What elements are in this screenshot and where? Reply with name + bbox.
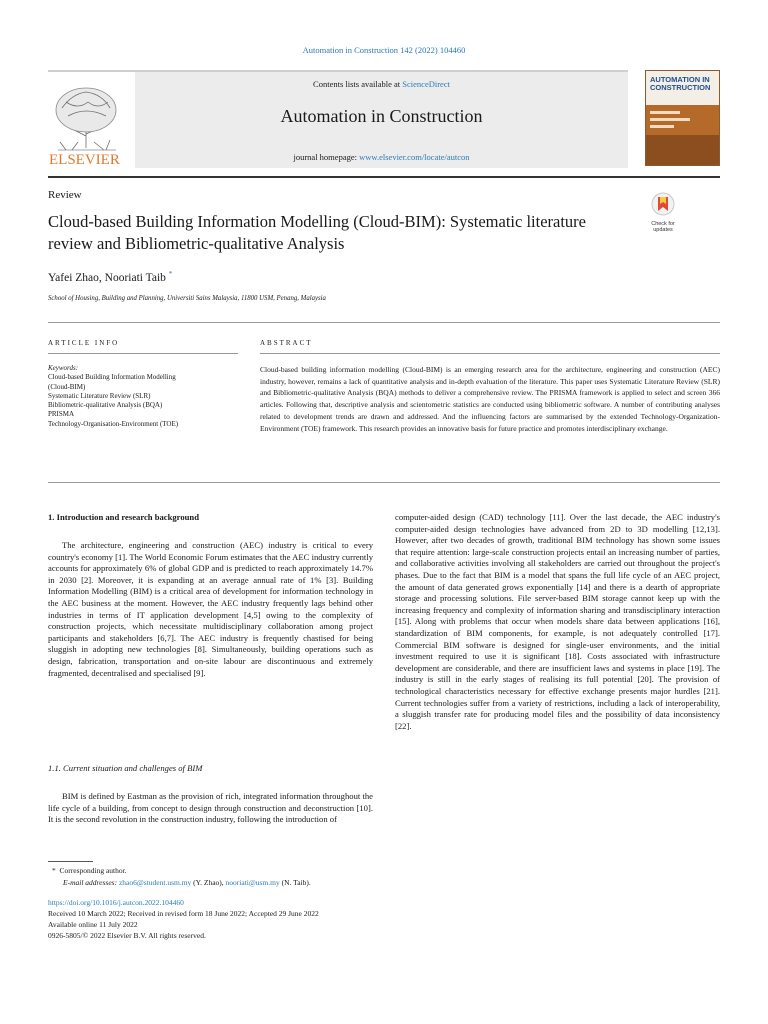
article-info-heading: ARTICLE INFO [48, 339, 120, 347]
journal-cover-thumbnail[interactable] [645, 70, 720, 166]
section-1-1-paragraph: BIM is defined by Eastman as the provision of rich, integrated information throughout the life cycle of a building, from concept to design through construction and deconstruction [10]. It is the second revolution in the construction industry, following the introduction of [48, 791, 373, 825]
keywords-block [48, 364, 248, 429]
article-type: Review [48, 189, 82, 201]
received-dates: Received 10 March 2022; Received in revised form 18 June 2022; Accepted 29 June 2022 [48, 909, 319, 918]
abstract-text: Cloud-based building information modelling (Cloud-BIM) is an emerging research area for the architecture, engineering and construction (AEC) industry, however, remains a lack of quantitative analysis and in-depth evaluation of the literature. This paper uses Systematic Literature Review (SLR) and Bibliometric-qualitative Analysis (BQA) methods to deliver a comprehensive review. The PRISMA framework is applied to select and screen 366 articles. Following that, descriptive analysis and scientometric statistics are conducted using bibliometric software. A number of contributing analyses related to development trends are drawn and addressed. And the influencing factors are summarised by the extended Technology-Organization-Environment (TOE) framework. This research provides an innovative basis for future practice and promotes interdisciplinary exchange. [260, 365, 720, 433]
right-column-paragraph: computer-aided design (CAD) technology [11]. Over the last decade, the AEC industry's computer-aided design technologies have advanced from 2D to 3D modelling [12,13]. However, after two decades of growth, traditional BIM technology has shown some issues that require attention: large-scale construction projects entail an increasing number of parties, and collaborative activities involving all stakeholders are carried out throughout the project's phases. Due to the fact that BIM is a model that spans the full life cycle of an AEC project, the amount of data generated grows exponentially [14] and there is a dearth of appropriate storage and processing solutions. File server-based BIM storage cannot keep up with the increasing frequency and complexity of information sharing and transdisciplinary interaction [15]. Along with problems that occur when models share data between applications [16], standardization of BIM components, for example, is not adequately controlled [17]. Commercial BIM software is designed for single-user environments, and the initial investment required to use it is significant [18]. Costs associated with infrastructure development are considerable, and there are insufficient laws and systems in place [19]. The industry is still in the early stages of realising its full potential [20]. The provision of technological characteristics necessary for effective exchange presents major hurdles [21]. Current technologies suffer from a variety of restrictions, including a lack of interoperability, a sluggish transfer rate for producing model files and the possibility of data inconsistency [22]. [395, 512, 720, 731]
journal-citation-link[interactable]: Automation in Construction 142 (2022) 104460 [302, 45, 466, 55]
article-info-rule [48, 353, 238, 354]
header-bottom-rule [48, 176, 720, 178]
keyword-item: Systematic Literature Review (SLR) [48, 391, 151, 400]
email-link-taib[interactable]: nooriati@usm.my [225, 878, 280, 887]
contents-line: Contents lists available at ScienceDirect [313, 79, 450, 89]
section-1-heading: 1. Introduction and research background [48, 512, 199, 522]
copyright-line: 0926-5805/© 2022 Elsevier B.V. All rights reserved. [48, 931, 206, 940]
badge-label: Check for updates [651, 221, 675, 233]
cover-title: AUTOMATION IN CONSTRUCTION [650, 75, 711, 92]
keyword-item: Bibliometric-qualitative Analysis (BQA) [48, 401, 163, 410]
doi-link[interactable]: https://doi.org/10.1016/j.autcon.2022.104460 [48, 898, 184, 907]
corresponding-author-mark[interactable]: * [168, 270, 173, 278]
elsevier-wordmark: ELSEVIER [49, 152, 120, 166]
sciencedirect-link[interactable]: ScienceDirect [402, 79, 450, 89]
section-1-1-heading: 1.1. Current situation and challenges of BIM [48, 763, 203, 773]
abstract-rule [260, 353, 720, 354]
journal-homepage-link[interactable]: www.elsevier.com/locate/autcon [359, 152, 470, 162]
email-footnote: E-mail addresses: zhao6@student.usm.my (Y. Zhao), nooriati@usm.my (N. Taib). [63, 878, 311, 887]
abstract-heading: ABSTRACT [260, 339, 313, 347]
bookmark-icon [644, 192, 682, 216]
article-title: Cloud-based Building Information Modelling (Cloud-BIM): Systematic literature review and Bibliometric-qualitative Analysis [48, 212, 586, 253]
keyword-item: Technology-Organisation-Environment (TOE) [48, 419, 179, 428]
affiliation-rule [48, 322, 720, 323]
elsevier-tree-logo [48, 80, 128, 166]
journal-homepage-line: journal homepage: www.elsevier.com/locate/autcon [293, 152, 470, 162]
section-1-paragraph: The architecture, engineering and construction (AEC) industry is critical to every country's economy [1]. The World Economic Forum estimates that the AEC industry currently accounts for approximately 6% of global GDP and is predicted to reach approximately 14.7% in 2030 [2]. Moreover, it is expanding at an average annual rate of 1% [3]. Building Information Modelling (BIM) is a critical area of development for information technology in the AEC business at the moment. However, the AEC industry frequently lags behind other industries in terms of IT application development [4,5] owing to the complexity of construction projects, which necessitate multidisciplinary collaboration among project participants and stakeholders [6,7]. The AEC industry is frequently chastised for being sluggish in adopting new technologies [8]. Simultaneously, building operations such as design, fabrication, transportation and on-site labour are discontinuous and extremely fragmented, decentralised and specialised [9]. [48, 540, 373, 678]
author-list: Yafei Zhao, Nooriati Taib * [48, 270, 173, 284]
available-online: Available online 11 July 2022 [48, 920, 138, 929]
keywords-label: Keywords: [48, 364, 79, 372]
corresponding-footnote: * Corresponding author. [52, 866, 127, 875]
keyword-item: PRISMA [48, 410, 75, 419]
email-link-zhao[interactable]: zhao6@student.usm.my [118, 878, 192, 887]
keyword-item: (Cloud-BIM) [48, 382, 86, 391]
footnote-rule [48, 861, 93, 862]
abstract-bottom-rule [48, 482, 720, 483]
affiliation: School of Housing, Building and Planning, Universiti Sains Malaysia, 11800 USM, Penang, Malaysia [48, 295, 326, 302]
journal-name: Automation in Construction [280, 106, 483, 126]
keyword-item: Cloud-based Building Information Modelling [48, 373, 176, 382]
check-for-updates-badge[interactable] [644, 192, 682, 233]
